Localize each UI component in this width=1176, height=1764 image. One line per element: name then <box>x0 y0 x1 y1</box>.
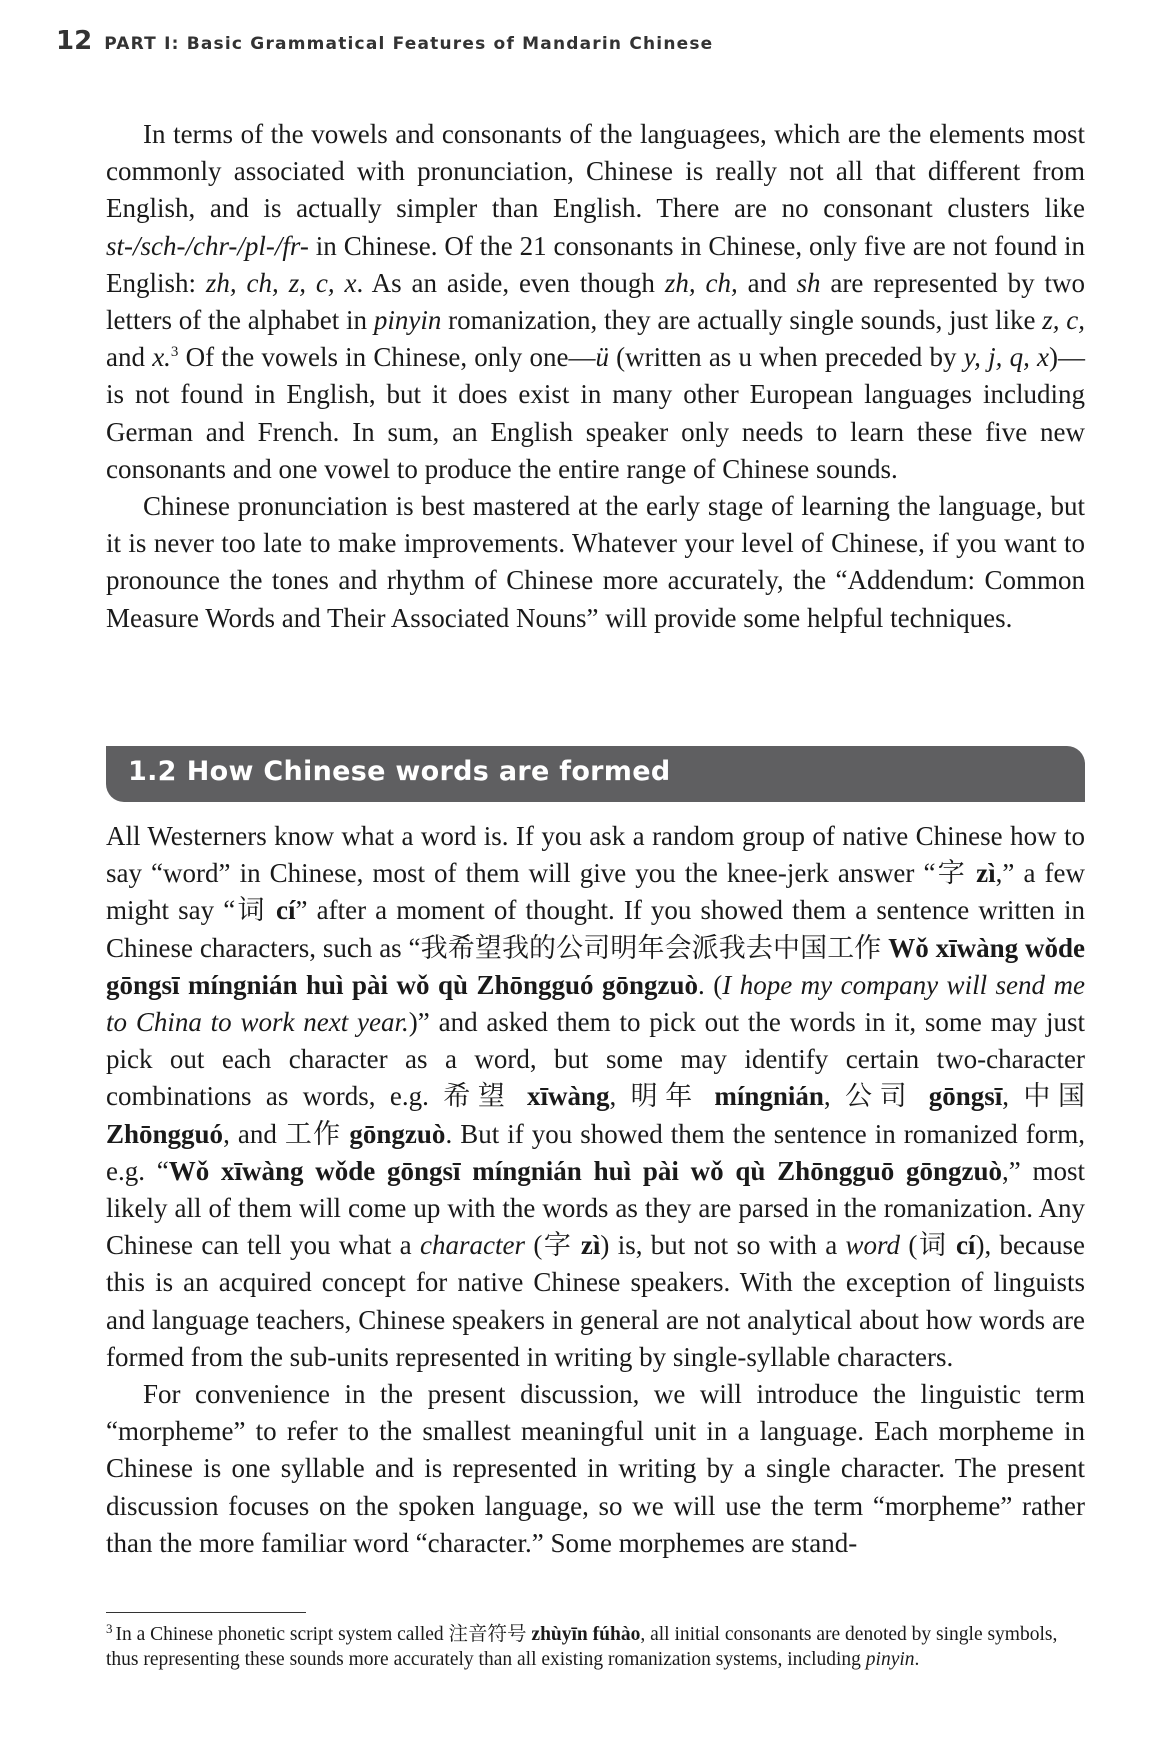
text-run: Of the vowels in Chinese, only one— <box>178 342 596 373</box>
running-title: PART I: Basic Grammatical Features of Mandarin Chinese <box>104 34 714 54</box>
text-run: , all initial consonants are denoted by single symbols, thus representing these sounds more accurately than all existing romanization systems, including <box>106 1624 1058 1670</box>
text-run: sh <box>796 267 821 298</box>
text-run: zì <box>580 1230 601 1261</box>
running-header <box>56 26 713 56</box>
text-run: )” and asked them to pick out the words in it, some may just pick out each character as a word, but some may identify certain two-character combinations as words, e.g. 希望 <box>106 1007 1086 1112</box>
text-run: ” after a moment of thought. If you showed them a sentence written in Chinese characters, such as “我希望我的公司明年会派我去中国工作 <box>106 895 1085 963</box>
text-run: pinyin <box>373 305 442 336</box>
text-run: gōngzuò <box>349 1118 446 1149</box>
text-run: , 中国 <box>1002 1081 1086 1112</box>
text-run: All Westerners know what a word is. If you ask a random group of native Chinese how to say “word” in Chinese, most of them will give you the knee-jerk answer “字 <box>106 821 1085 889</box>
section-heading-bar <box>106 746 1085 802</box>
section-heading <box>128 756 670 787</box>
text-run: míngnián <box>714 1081 824 1112</box>
text-run: (词 <box>900 1230 956 1261</box>
text-run: In a Chinese phonetic script system called 注音符号 <box>115 1624 532 1645</box>
text-run: and <box>106 342 153 373</box>
text-run: word <box>845 1230 901 1261</box>
text-run: , 公司 <box>823 1081 929 1112</box>
page-number: 12 <box>56 26 93 56</box>
text-run: character <box>420 1230 525 1261</box>
section-text-block <box>106 818 1085 1562</box>
text-run: . <box>914 1649 920 1670</box>
text-run: are represented by two letters of the alphabet in <box>106 267 1085 336</box>
text-run: z, c, <box>1042 305 1086 336</box>
text-run: in Chinese. Of the 21 consonants in Chinese, only five are not found in English: <box>106 230 1085 298</box>
paragraph: Chinese pronunciation is best mastered at the early stage of learning the language, but it is never too late to make improvements. Whatever your level of Chinese, if you want to pronounce the tones and rhythm of Chinese more accurately, the “Addendum: Common Measure Words and Their Associated Nouns” will provide some helpful techniques. <box>106 491 1085 633</box>
footnote-number: 3 <box>106 1620 113 1636</box>
footnote-divider <box>106 1612 306 1613</box>
text-run: . ( <box>698 969 723 1000</box>
section-title: How Chinese words are formed <box>186 756 671 787</box>
text-run: ü <box>595 342 609 373</box>
text-run: (written as u when preceded by <box>608 342 964 373</box>
paragraph: For convenience in the present discussion, we will introduce the linguistic term “morpheme” to refer to the smallest meaningful unit in a language. Each morpheme in Chinese is one syllable and is represented in writing by a single character. The present discussion focuses on the spoken language, so we will use the term “morpheme” rather than the more familiar word “character.” Some morphemes are stand- <box>106 1379 1085 1558</box>
text-run: ), because this is an acquired concept for native Chinese speakers. With the exception of linguists and language teachers, Chinese speakers in general are not analytical about how words are formed from the sub-units represented in writing by single-syllable characters. <box>106 1230 1085 1372</box>
text-run: x. <box>152 342 171 373</box>
text-run: pinyin <box>865 1649 915 1670</box>
text-run: cí <box>955 1230 976 1261</box>
text-run: ,” most likely all of them will come up with the words as they are parsed in the romanization. Any Chinese can tell you what a <box>106 1155 1085 1261</box>
text-run: zhùyīn fúhào <box>531 1624 641 1645</box>
text-run: y, j, q, x <box>963 342 1049 373</box>
text-run: cí <box>276 895 296 926</box>
text-run: zì <box>976 858 996 889</box>
text-run: and <box>737 267 797 298</box>
text-run: romanization, they are actually single sounds, just like <box>441 305 1043 336</box>
text-run: , and 工作 <box>223 1118 350 1149</box>
text-run: zh, ch, <box>664 267 738 298</box>
text-run: . But if you showed them the sentence in romanized form, e.g. “ <box>106 1118 1085 1186</box>
text-run: xīwàng <box>526 1081 610 1112</box>
text-run: ,” a few might say “词 <box>106 858 1085 926</box>
text-run: In terms of the vowels and consonants of the languagees, which are the elements most commonly associated with pronunciation, Chinese is really not all that different from English, and is actually simpler than English. There are no consonant clusters like <box>106 119 1085 224</box>
text-run: ) is, but not so with a <box>600 1230 846 1261</box>
text-run: . As an aside, even though <box>356 267 665 298</box>
intro-text-block <box>106 116 1085 637</box>
footnote <box>106 1622 1085 1672</box>
text-run: gōngsī <box>928 1081 1003 1112</box>
paragraph <box>106 116 1085 488</box>
text-run: Zhōngguó <box>106 1118 224 1149</box>
text-run: st-/sch-/chr-/pl-/fr- <box>106 230 309 261</box>
text-run: )—is not found in English, but it does exist in many other European languages including German and French. In sum, an English speaker only needs to learn these five new consonants and one vowel to produce the entire range of Chinese sounds. <box>106 342 1085 484</box>
text-run: I hope my company will send me to China to work next year. <box>106 969 1085 1038</box>
text-run: Wǒ xīwàng wǒde gōngsī míngnián huì pài wǒ qù Zhōngguō gōngzuò <box>168 1155 1002 1186</box>
text-run: (字 <box>524 1230 581 1261</box>
footnote-reference: 3 <box>170 344 179 361</box>
section-number: 1.2 <box>128 756 177 787</box>
text-run: , 明年 <box>609 1081 715 1112</box>
text-run: zh, ch, z, c, x <box>205 267 357 298</box>
paragraph <box>106 818 1085 1376</box>
text-run: Wǒ xīwàng wǒde gōngsī míngnián huì pài wǒ qù Zhōngguó gōngzuò <box>106 932 1085 1000</box>
